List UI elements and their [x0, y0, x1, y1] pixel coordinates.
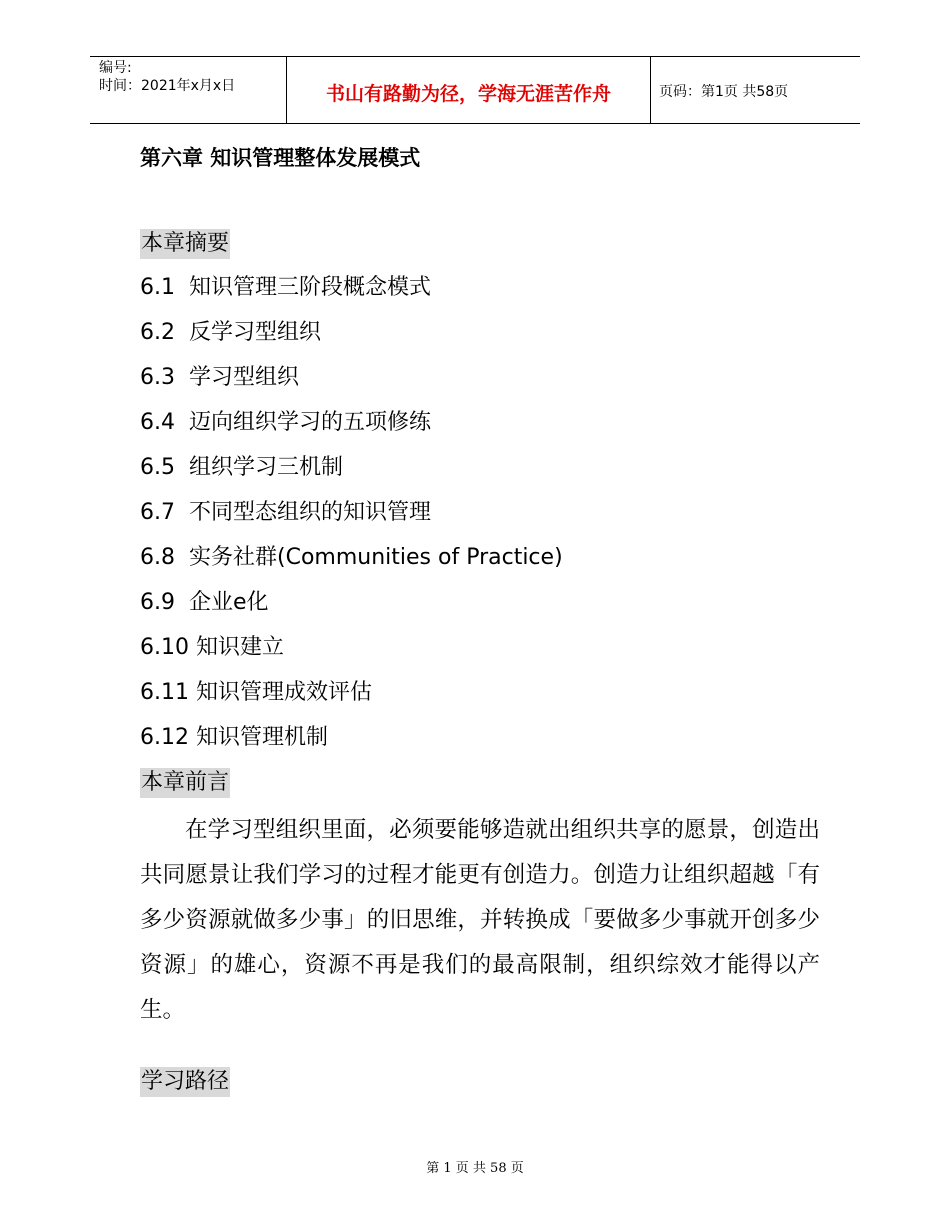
- toc-item-title: 知识建立: [195, 635, 284, 660]
- preface-heading: 本章前言: [140, 768, 230, 798]
- page-footer: 第 1 页 共 58 页: [426, 1161, 524, 1176]
- toc-item: [140, 318, 321, 348]
- toc-item-number: 6.12: [140, 725, 189, 750]
- toc-item-number: 6.11: [140, 680, 189, 705]
- toc-item-title: 不同型态组织的知识管理: [189, 500, 432, 525]
- toc-item: [140, 498, 431, 528]
- document-time-label: 时间：2021年x月x日: [99, 78, 236, 94]
- preface-paragraph: 在学习型组织里面，必须要能够造就出组织共享的愿景，创造出共同愿景让我们学习的过程才能更有创造力。创造力让组织超越「有多少资源就做多少事」的旧思维，并转换成「要做多少事就开创多少资源」的雄心，资源不再是我们的最高限制，组织综效才能得以产生。: [140, 817, 820, 1023]
- summary-heading: 本章摘要: [140, 229, 230, 259]
- toc-item-number: 6.3: [140, 365, 175, 390]
- toc-item-number: 6.9: [140, 590, 175, 615]
- toc-item-number: 6.1: [140, 275, 175, 300]
- toc-item-title: 知识管理成效评估: [195, 680, 372, 705]
- toc-item: [140, 363, 299, 393]
- header-motto-cell: [286, 57, 651, 123]
- toc-item-number: 6.5: [140, 455, 175, 480]
- toc-item-title: 学习型组织: [189, 365, 300, 390]
- toc-item-number: 6.8: [140, 545, 175, 570]
- toc-item: [140, 678, 372, 708]
- header-meta-cell: [90, 57, 286, 123]
- toc-item-number: 6.4: [140, 410, 175, 435]
- learning-path-heading: 学习路径: [140, 1067, 230, 1097]
- header-page-info: 页码：第1页 共58页: [659, 84, 789, 100]
- toc-item: [140, 543, 563, 573]
- toc-item-title: 组织学习三机制: [189, 455, 344, 480]
- toc-item-number: 6.7: [140, 500, 175, 525]
- toc-item-number: 6.10: [140, 635, 189, 660]
- document-header: [90, 56, 860, 124]
- chapter-title: 第六章 知识管理整体发展模式: [140, 146, 421, 170]
- toc-item: [140, 633, 284, 663]
- toc-item-title: 迈向组织学习的五项修练: [189, 410, 432, 435]
- toc-item-title: 实务社群(Communities of Practice): [189, 545, 563, 570]
- header-motto: 书山有路勤为径，学海无涯苦作舟: [325, 83, 611, 105]
- toc-item-title: 反学习型组织: [189, 320, 322, 345]
- toc-item-number: 6.2: [140, 320, 175, 345]
- toc-item-title: 企业e化: [189, 590, 269, 615]
- toc-item-title: 知识管理机制: [195, 725, 328, 750]
- toc-item: [140, 453, 343, 483]
- toc-item: [140, 588, 269, 618]
- toc-item: [140, 408, 431, 438]
- toc-item-title: 知识管理三阶段概念模式: [189, 275, 432, 300]
- document-number-label: 编号:: [99, 60, 132, 76]
- toc-item: [140, 723, 328, 753]
- header-page-cell: [650, 57, 860, 123]
- toc-item: [140, 273, 431, 303]
